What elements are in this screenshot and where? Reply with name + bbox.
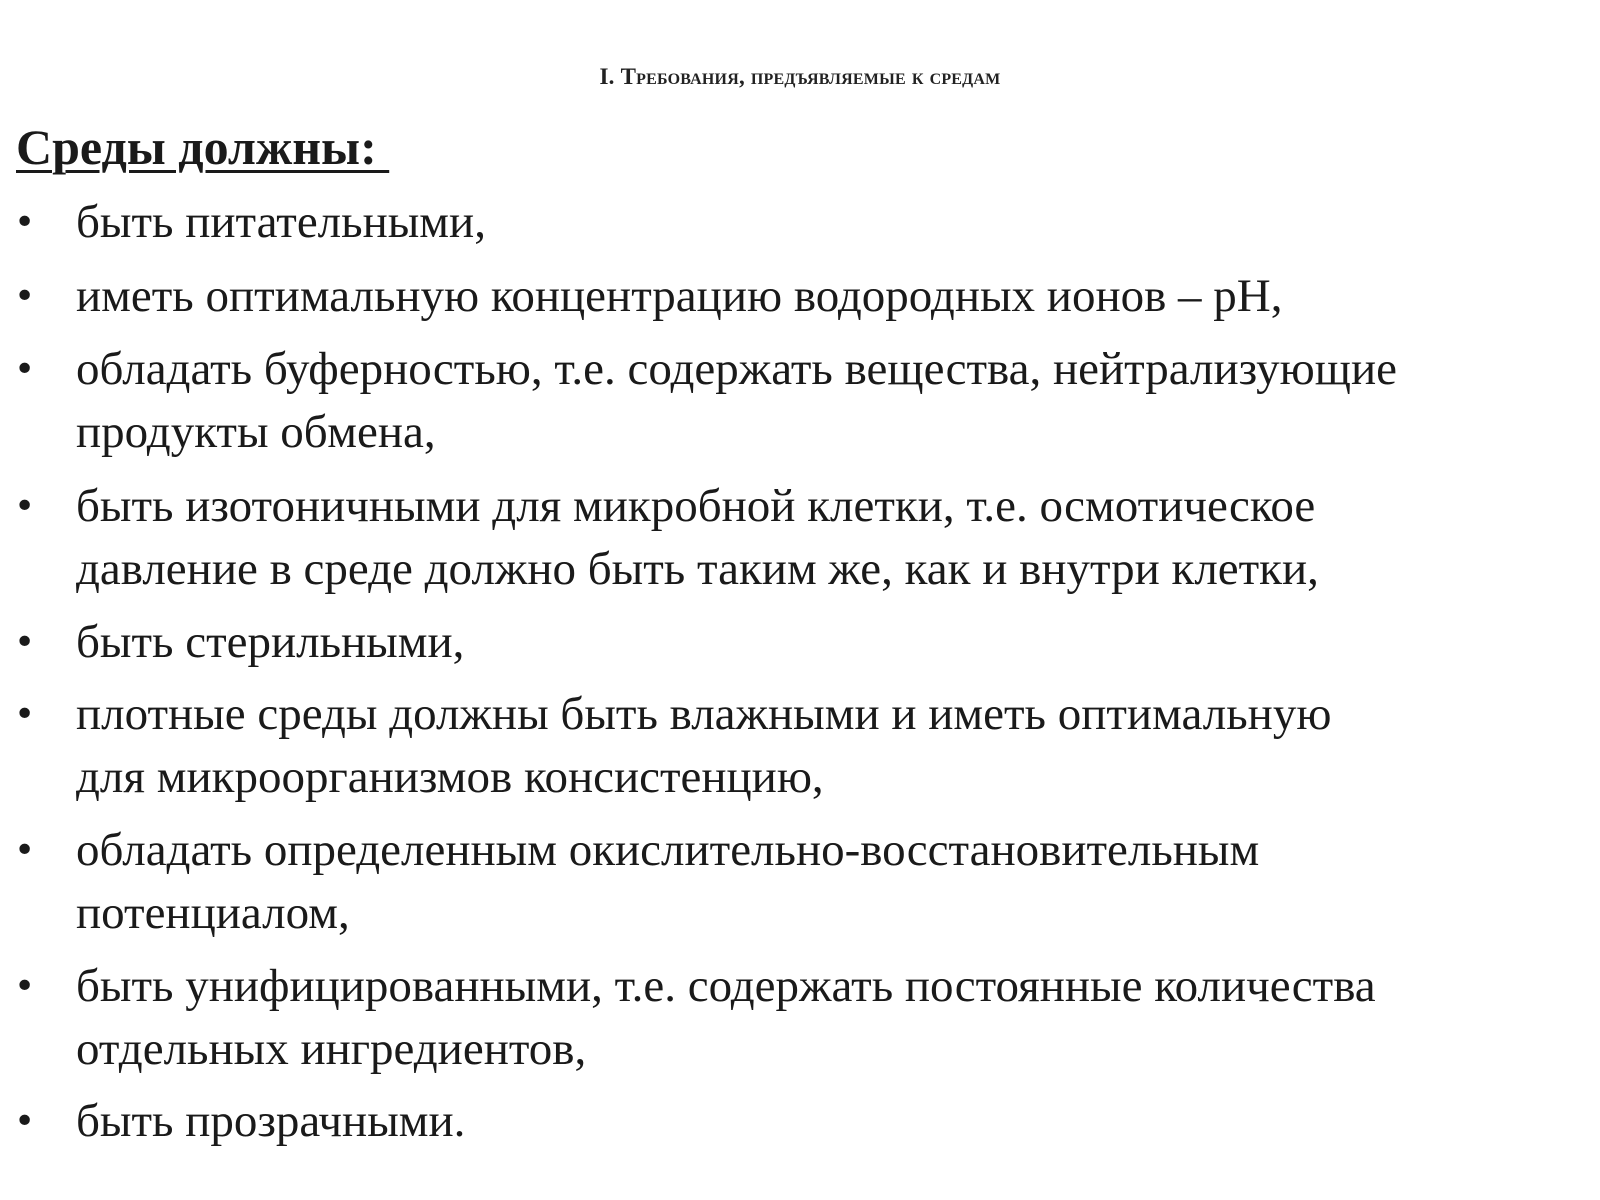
list-item xyxy=(0,475,1590,601)
bullet-icon: • xyxy=(14,349,36,390)
bullet-icon: • xyxy=(14,830,36,871)
list-item xyxy=(0,611,1590,674)
list-item-text: быть изотоничными для микробной клетки, т.е. осмотическое давление в среде должно быть таким же, как и внутри клетки, xyxy=(76,480,1319,595)
slide-title: I. Требования, предъявляемые к средам xyxy=(599,64,1001,89)
list-item xyxy=(0,338,1590,464)
list-item-text: быть унифицированными, т.е. содержать постоянные количества отдельных ингредиентов, xyxy=(76,960,1376,1075)
list-item-text: обладать буферностью, т.е. содержать вещества, нейтрализующие продукты обмена, xyxy=(76,343,1398,458)
bullet-icon: • xyxy=(14,694,36,735)
bullet-icon: • xyxy=(14,486,36,527)
bullet-icon: • xyxy=(14,622,36,663)
list-item-text: быть питательными, xyxy=(76,196,486,248)
list-item xyxy=(0,955,1590,1081)
list-item xyxy=(0,819,1590,945)
list-item xyxy=(0,191,1590,254)
bullet-icon: • xyxy=(14,202,36,243)
bullet-icon: • xyxy=(14,1101,36,1142)
bullet-icon: • xyxy=(14,966,36,1007)
list-item-text: плотные среды должны быть влажными и иметь оптимальную для микроорганизмов консистенцию, xyxy=(76,688,1332,803)
list-item xyxy=(0,265,1590,328)
list-item-text: обладать определенным окислительно-восстановительным потенциалом, xyxy=(76,824,1260,939)
list-item-text: иметь оптимальную концентрацию водородных ионов – pH, xyxy=(76,270,1283,322)
list-item xyxy=(0,1090,1590,1153)
list-item xyxy=(0,683,1590,809)
list-item-text: быть стерильными, xyxy=(76,616,465,668)
list-item-text: быть прозрачными. xyxy=(76,1095,466,1147)
bullet-icon: • xyxy=(14,276,36,317)
lead-heading: Среды должны: xyxy=(16,119,390,175)
